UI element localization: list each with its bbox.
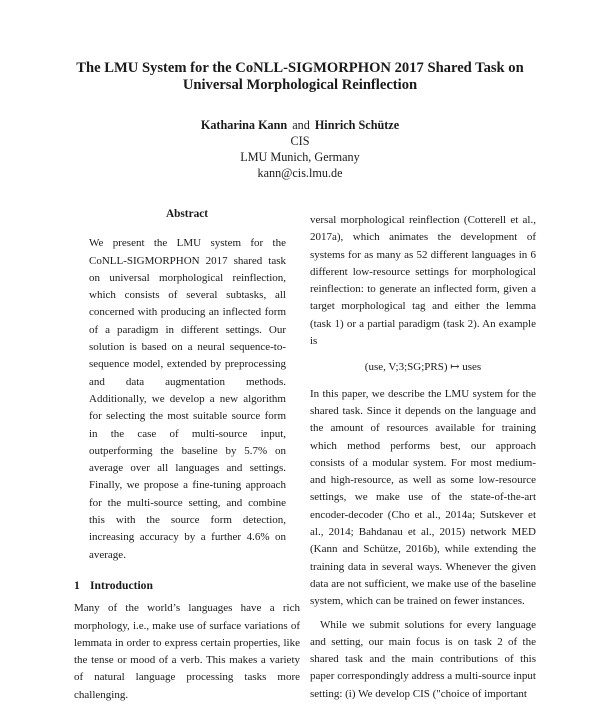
- introduction-paragraph-1: Many of the world’s languages have a rich morphology, i.e., make use of surface variations of lemmata in order to express certain properties, like the tense or mood of a verb. This makes a variety of natural language processing tasks more challenging.: [74, 602, 300, 701]
- institution: LMU Munich, Germany: [240, 150, 360, 164]
- author-2: Hinrich Schütze: [314, 118, 400, 132]
- email: kann@cis.lmu.de: [257, 166, 343, 180]
- author-conjunction: and: [292, 118, 310, 132]
- right-paragraph-3: While we submit solutions for every language and setting, our main focus is on task 2 of the shared task and the main contributions of this paper correspondingly address a multi-source input setting: (i) We develop CIS ("choice of important: [310, 618, 536, 700]
- affiliation: CIS: [290, 134, 310, 148]
- paper-title: [40, 60, 560, 94]
- section-number: 1: [74, 578, 80, 592]
- right-paragraph-1: versal morphological reinflection (Cotterell et al., 2017a), which animates the development of systems for as many as 52 different languages in 6 different low-resource settings for morphological reinflection: to generate an inflected form, given a target morphological tag and either the lemma (task 1) or a partial paradigm (task 2). An example is: [310, 214, 536, 348]
- left-column: [74, 206, 300, 704]
- author-block: [100, 117, 500, 181]
- abstract-heading: Abstract: [165, 208, 209, 220]
- example-equation: (use, V;3;SG;PRS) ↦ uses: [364, 361, 482, 374]
- section-heading-introduction: [74, 577, 300, 594]
- abstract-text: We present the LMU system for the CoNLL-SIGMORPHON 2017 shared task on universal morphological reinflection, which consists of several subtasks, all concerned with producing an inflected form of a paradigm in different settings. Our solution is based on a neural sequence-to-sequence model, extended by preprocessing and data augmentation methods. Additionally, we develop a new algorithm for selecting the most suitable source form in the case of multi-source input, outperforming the baseline by 5.7% on average over all languages and settings. Finally, we propose a fine-tuning approach for the multi-source setting, and combine this with the source form detection, increasing accuracy by a further 4.6% on average.: [89, 237, 286, 561]
- author-names: [100, 117, 500, 133]
- author-1: Katharina Kann: [200, 118, 288, 132]
- right-paragraph-2: In this paper, we describe the LMU system for the shared task. Since it depends on the language and the amount of resources available for training which method performs best, our approach consists of a modular system. For most medium- and high-resource, as well as some low-resource settings, we make use of the state-of-the-art encoder-decoder (Cho et al., 2014a; Sutskever et al., 2014; Bahdanau et al., 2015) network MED (Kann and Schütze, 2016b), while extending the training data in several ways. Whenever the given data are not sufficient, we make use of the baseline system, which can be trained on fewer instances.: [310, 387, 536, 608]
- title-line-2: Universal Morphological Reinflection: [182, 77, 418, 93]
- title-line-1: The LMU System for the CoNLL-SIGMORPHON 2017 Shared Task on: [76, 60, 524, 76]
- section-title: Introduction: [90, 578, 153, 592]
- right-column: [310, 212, 536, 703]
